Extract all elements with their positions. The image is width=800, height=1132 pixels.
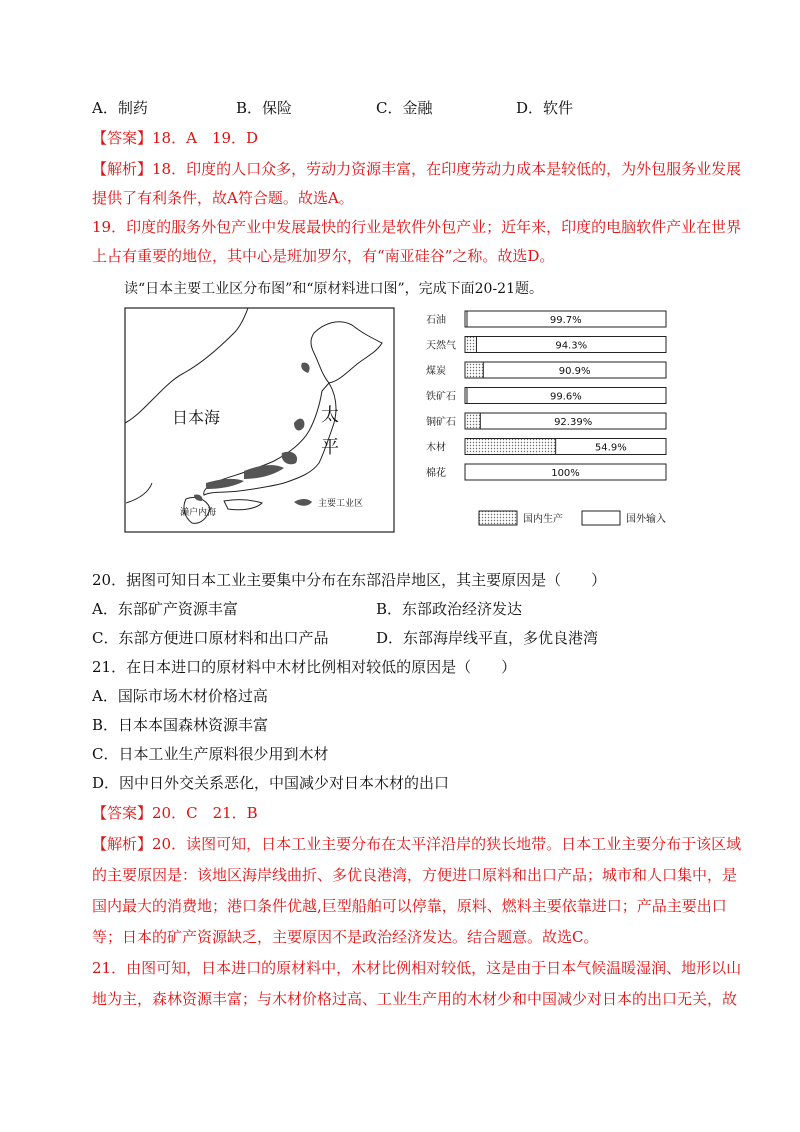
- q21-option-d: D．因中日外交关系恶化，中国减少对日本木材的出口: [92, 774, 450, 792]
- legend-swatch-imported: [582, 511, 620, 525]
- q18-option-b: B．保险: [236, 99, 293, 117]
- answer-tag: 【答案】: [92, 129, 153, 147]
- category-label: 铁矿石: [426, 391, 456, 403]
- analysis-20-line-3: 国内最大的消费地；港口条件优越,巨型船舶可以停靠，原料、燃料主要依靠进口；产品主要出口: [92, 897, 727, 915]
- category-label: 棉花: [426, 468, 446, 479]
- q18-option-c: C．金融: [376, 99, 433, 117]
- answer-text: 20．C 21．B: [152, 804, 258, 822]
- analysis-21-line-1: 21．由图可知，日本进口的原材料中，木材比例相对较低，这是由于日本气候温暖湿润、地形以山: [92, 959, 742, 977]
- legend-imported-label: 国外输入: [626, 514, 666, 525]
- q18-option-d: D．软件: [516, 99, 574, 117]
- bar-domestic: [465, 362, 483, 378]
- q20-option-a: A．东部矿产资源丰富: [92, 600, 238, 618]
- analysis-20-line-1: [92, 834, 741, 854]
- q20-option-b: B．东部政治经济发达: [376, 600, 523, 618]
- category-label: 天然气: [426, 340, 456, 352]
- q20-stem: 20．据图可知日本工业主要集中分布在东部沿岸地区，其主要原因是（ ）: [92, 571, 607, 589]
- category-label: 木材: [426, 442, 446, 454]
- bar-domestic: [465, 388, 467, 404]
- answer-text: 18．A 19．D: [152, 129, 259, 147]
- category-label: 铜矿石: [426, 417, 456, 428]
- analysis-tag: 【解析】: [92, 835, 153, 853]
- figure-intro: 读“日本主要工业区分布图”和“原材料进口图”，完成下面20-21题。: [124, 281, 543, 297]
- ocean-label-2: 平: [321, 437, 339, 458]
- analysis-text: 20．读图可知，日本工业主要分布在太平洋沿岸的狭长地带。日本工业主要分布于该区域: [152, 835, 742, 853]
- analysis-20-line-4: 等；日本的矿产资源缺乏，主要原因不是政治经济发达。结合题意。故选C。: [92, 928, 599, 946]
- value-label: 90.9%: [558, 366, 591, 377]
- q20-option-c: C．东部方便进口原材料和出口产品: [92, 629, 329, 647]
- value-label: 99.6%: [550, 391, 582, 403]
- analysis-tag: 【解析】: [92, 160, 153, 178]
- q18-option-a: A．制药: [92, 99, 148, 117]
- q21-stem: 21．在日本进口的原材料中木材比例相对较低的原因是（ ）: [92, 658, 517, 676]
- answer-tag: 【答案】: [92, 804, 153, 822]
- figure-japan-industry: [124, 303, 672, 535]
- q20-option-d: D．东部海岸线平直，多优良港湾: [376, 629, 599, 647]
- analysis-18-line-2: 提供了有利条件，故A符合题。故选A。: [92, 189, 354, 207]
- analysis-18-line-1: [92, 159, 741, 179]
- answer-18-19: [92, 128, 258, 148]
- value-label: 100%: [551, 468, 580, 479]
- value-label: 94.3%: [555, 340, 588, 352]
- legend-domestic-label: 国内生产: [523, 514, 563, 525]
- ocean-label-1: 太: [321, 405, 339, 426]
- q21-option-b: B．日本本国森林资源丰富: [92, 716, 269, 734]
- value-label: 99.7%: [549, 315, 582, 326]
- bar-domestic: [465, 439, 556, 455]
- answer-20-21: [92, 803, 258, 823]
- bar-domestic: [465, 311, 467, 327]
- inland-sea-label: 濑户内海: [180, 508, 217, 518]
- value-label: 92.39%: [554, 417, 593, 428]
- analysis-19-line-1: 19．印度的服务外包产业中发展最快的行业是软件外包产业；近年来，印度的电脑软件产业在世界: [92, 218, 742, 236]
- q21-option-a: A．国际市场木材价格过高: [92, 687, 268, 705]
- bar-domestic: [465, 413, 480, 429]
- analysis-21-line-2: 地为主，森林资源丰富；与木材价格过高、工业生产用的木材少和中国减少对日本的出口无关，故: [92, 990, 738, 1008]
- legend-swatch-domestic: [479, 511, 517, 525]
- category-label: 煤炭: [426, 366, 446, 377]
- sea-label: 日本海: [172, 408, 221, 427]
- q21-option-c: C．日本工业生产原料很少用到木材: [92, 745, 329, 763]
- analysis-text: 18．印度的人口众多，劳动力资源丰富，在印度劳动力成本是较低的，为外包服务业发展: [152, 160, 742, 178]
- bar-domestic: [465, 337, 476, 353]
- legend-industrial-label: 主要工业区: [318, 499, 364, 509]
- analysis-20-line-2: 的主要原因是：该地区海岸线曲折、多优良港湾，方便进口原料和出口产品；城市和人口集中，是: [92, 866, 738, 884]
- value-label: 54.9%: [594, 442, 627, 454]
- import-chart: [426, 311, 666, 480]
- category-label: 石油: [426, 315, 446, 326]
- analysis-19-line-2: 上占有重要的地位，其中心是班加罗尔，有“南亚硅谷”之称。故选D。: [92, 247, 555, 265]
